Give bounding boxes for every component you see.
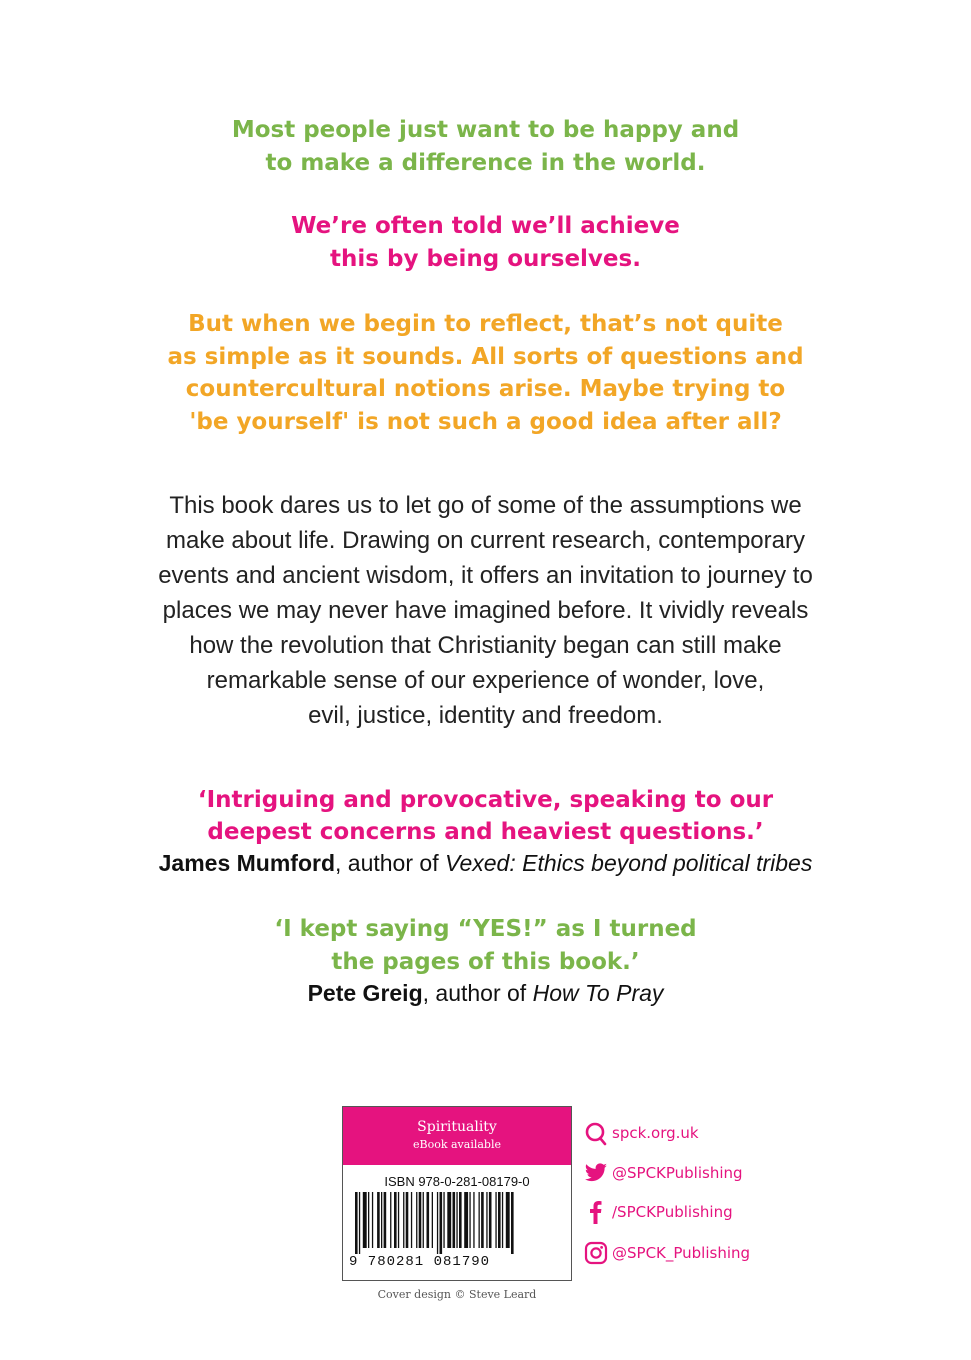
headline-orange-line-1: But when we begin to reflect, that’s not quite <box>188 311 783 337</box>
endorsement-1-author: James Mumford <box>158 850 336 876</box>
ean-digits: 9 780281 081790 <box>349 1254 491 1270</box>
barcode-bar <box>368 1192 369 1248</box>
barcode-bar <box>390 1192 391 1248</box>
barcode-bar <box>423 1192 424 1248</box>
barcode-bar <box>381 1192 382 1248</box>
headline-orange-line-4: 'be yourself' is not such a good idea after all? <box>189 408 782 435</box>
barcode-bar <box>489 1192 492 1248</box>
barcode-bar <box>363 1192 367 1248</box>
barcode-bar <box>506 1192 510 1248</box>
barcode-bar <box>406 1192 409 1248</box>
barcode-bar <box>495 1192 496 1248</box>
barcode-bar <box>411 1192 412 1248</box>
blurb-line: events and ancient wisdom, it offers an invitation to journey to <box>158 562 813 589</box>
blurb-line: how the revolution that Christianity began can still make <box>189 632 782 659</box>
barcode-bar <box>440 1192 443 1254</box>
endorsement-2-attribution <box>0 980 971 1007</box>
social-twitter-label: @SPCKPublishing <box>612 1164 743 1182</box>
genre-label: Spirituality <box>417 1119 497 1135</box>
headline-pink-line-2: this by being ourselves. <box>330 246 641 272</box>
social-facebook[interactable] <box>584 1199 733 1225</box>
barcode-bar <box>432 1192 433 1248</box>
instagram-icon <box>584 1241 608 1265</box>
blurb-line: evil, justice, identity and freedom. <box>308 702 663 729</box>
isbn-number: ISBN 978-0-281-08179-0 <box>384 1174 530 1189</box>
endorsement-1-quote-line-1: ‘Intriguing and provocative, speaking to our <box>197 787 774 813</box>
barcode-bar <box>498 1192 501 1248</box>
barcode-bar <box>469 1192 470 1248</box>
isbn-barcode-box <box>342 1106 572 1281</box>
barcode-bar <box>384 1192 387 1248</box>
barcode-bar <box>359 1192 360 1254</box>
endorsement-1-role: , author of <box>335 850 445 876</box>
ebook-label: eBook available <box>413 1138 501 1151</box>
barcode-bar <box>479 1192 480 1248</box>
spck-logo-icon <box>584 1120 608 1146</box>
barcode-bar <box>416 1192 417 1248</box>
blurb-line: remarkable sense of our experience of wonder, love, <box>206 667 765 694</box>
barcode-bar <box>437 1192 438 1254</box>
barcode <box>347 1192 567 1254</box>
blurb-line: This book dares us to let go of some of the assumptions we <box>169 492 802 519</box>
headline-orange-line-3: countercultural notions arise. Maybe trying to <box>185 376 786 402</box>
endorsement-2-role: , author of <box>422 980 533 1006</box>
barcode-bar <box>481 1192 484 1248</box>
headline-green-line-2: to make a difference in the world. <box>265 149 706 176</box>
barcode-bar <box>459 1192 462 1248</box>
barcode-bar <box>355 1192 358 1254</box>
barcode-bar <box>394 1192 397 1248</box>
endorsement-1-attribution <box>0 850 971 877</box>
headline-orange-line-2: as simple as it sounds. All sorts of questions and <box>167 343 804 370</box>
barcode-bar <box>473 1192 474 1248</box>
social-website[interactable] <box>584 1120 699 1146</box>
endorsement-2-book: How To Pray <box>532 980 664 1006</box>
headline-green-line-1: Most people just want to be happy and <box>231 117 740 143</box>
barcode-bar <box>456 1192 457 1248</box>
headline-pink-line-1: We’re often told we’ll achieve <box>291 213 680 239</box>
social-twitter[interactable] <box>584 1160 743 1186</box>
barcode-bar <box>398 1192 399 1248</box>
barcode-bar <box>447 1192 451 1248</box>
endorsement-2-quote-line-2: the pages of this book.’ <box>331 949 640 975</box>
barcode-bar <box>377 1192 380 1248</box>
social-instagram[interactable] <box>584 1240 750 1266</box>
cover-design-credit: Cover design © Steve Leard <box>377 1288 537 1301</box>
endorsement-2-author: Pete Greig <box>307 980 423 1006</box>
barcode-bar <box>419 1192 422 1248</box>
endorsement-1-quote-line-2: deepest concerns and heaviest questions.’ <box>207 819 764 845</box>
barcode-bar <box>443 1192 444 1248</box>
barcode-bar <box>464 1192 468 1248</box>
barcode-bar <box>427 1192 430 1248</box>
social-facebook-label: /SPCKPublishing <box>612 1203 733 1221</box>
facebook-icon <box>584 1199 608 1225</box>
barcode-bar <box>453 1192 456 1248</box>
barcode-bar <box>372 1192 373 1248</box>
barcode-bar <box>502 1192 503 1248</box>
social-website-label: spck.org.uk <box>612 1124 699 1142</box>
genre-band <box>343 1107 571 1165</box>
social-instagram-label: @SPCK_Publishing <box>612 1244 751 1262</box>
endorsement-1-book: Vexed: Ethics beyond political tribes <box>444 850 813 876</box>
blurb-line: make about life. Drawing on current research, contemporary <box>166 527 805 554</box>
barcode-bar <box>486 1192 487 1248</box>
endorsement-2-quote-line-1: ‘I kept saying “YES!” as I turned <box>274 916 697 942</box>
blurb <box>0 488 971 733</box>
blurb-line: places we may never have imagined before. It vividly reveals <box>162 597 809 624</box>
barcode-bar <box>511 1192 514 1254</box>
twitter-icon <box>584 1162 608 1184</box>
barcode-bar <box>403 1192 404 1248</box>
